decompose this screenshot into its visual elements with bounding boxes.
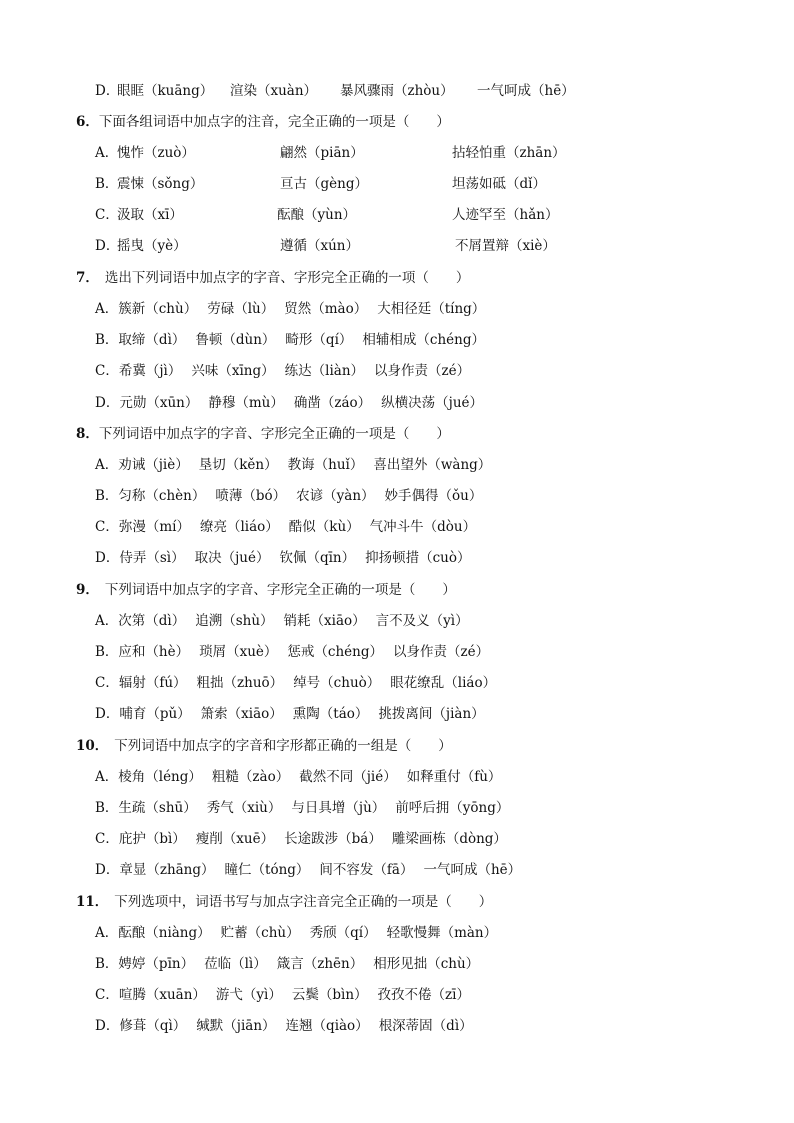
option-word: 游弋（yì） [215, 987, 282, 1003]
q7-option-c [95, 361, 470, 381]
question-stem: 下列词语中加点字的字音和字形都正确的一组是（ ） [114, 738, 452, 754]
option-word: 畸形（qí） [285, 332, 353, 348]
option-letter: C． [95, 363, 119, 379]
option-word: 弥漫（mí） [118, 519, 190, 535]
option-word: 缄默（jiān） [196, 1018, 276, 1034]
option-letter: A． [95, 457, 119, 473]
option-word: 劝诫（jiè） [118, 457, 189, 473]
q10-option-d [95, 860, 521, 880]
option-word: 与日具增（jù） [291, 800, 386, 816]
option-letter: A． [95, 925, 119, 941]
option-word: 酷似（kù） [288, 519, 360, 535]
option-letter: A． [95, 301, 119, 317]
option-word: 相辅相成（chéng） [362, 332, 485, 348]
option-word: 汲取（xī） [117, 207, 183, 223]
option-word: 翩然（piān） [280, 145, 364, 161]
option-word: 绰号（chuò） [293, 675, 381, 691]
option-word: 秀颀（qí） [309, 925, 377, 941]
q9-option-a [95, 611, 469, 631]
q7-option-a [95, 299, 485, 319]
question-number: 10． [76, 738, 109, 754]
q10-option-c [95, 829, 507, 849]
q10-option-a [95, 767, 501, 787]
option-word: 农谚（yàn） [296, 488, 375, 504]
option-word: 侍弄（sì） [119, 550, 185, 566]
option-word: 生疏（shū） [118, 800, 197, 816]
option-word: 应和（hè） [118, 644, 190, 660]
option-letter: A． [95, 613, 119, 629]
option-word: 摇曳（yè） [117, 238, 187, 254]
question-number: 6． [76, 114, 99, 130]
option-letter: B． [95, 956, 119, 972]
question-number: 7． [76, 270, 99, 286]
option-letter: D． [95, 862, 120, 878]
q7-option-b [95, 330, 485, 350]
option-word: 瘦削（xuē） [195, 831, 275, 847]
option-word: 箫索（xiāo） [200, 706, 283, 722]
option-word: 确凿（záo） [293, 395, 372, 411]
question-6 [76, 112, 450, 132]
question-stem: 下列词语中加点字的字音、字形完全正确的一项是（ ） [98, 426, 450, 442]
option-word: 簇新（chù） [118, 301, 198, 317]
option-word: 遵循（xún） [280, 238, 360, 254]
option-letter: B． [95, 176, 119, 192]
option-word: 取缔（dì） [118, 332, 186, 348]
option-word: 相形见拙（chù） [373, 956, 480, 972]
option-word: 连翘（qiào） [285, 1018, 369, 1034]
option-word: 兴味（xīng） [191, 363, 275, 379]
question-stem: 下面各组词语中加点字的注音，完全正确的一项是（ ） [98, 114, 450, 130]
question-stem: 选出下列词语中加点字的字音、字形完全正确的一项（ ） [104, 270, 470, 286]
question-number: 8． [76, 426, 99, 442]
option-letter: C． [95, 987, 119, 1003]
q7-option-d [95, 393, 483, 413]
q9-option-c [95, 673, 496, 693]
option-word: 秀气（xiù） [206, 800, 282, 816]
question-9 [76, 580, 456, 600]
option-word: 拈轻怕重（zhān） [452, 145, 566, 161]
q11-option-c [95, 985, 470, 1005]
option-word: 挑拨离间（jiàn） [378, 706, 485, 722]
option-word: 喜出望外（wàng） [373, 457, 492, 473]
option-word: 贸然（mào） [284, 301, 368, 317]
option-letter: D． [95, 83, 120, 99]
option-word: 喷薄（bó） [215, 488, 287, 504]
question-11 [76, 892, 492, 912]
option-letter: D． [95, 706, 120, 722]
option-word: 坦荡如砥（dǐ） [452, 176, 546, 192]
option-word: 瞳仁（tóng） [224, 862, 310, 878]
option-word: 劳碌（lù） [207, 301, 275, 317]
option-word: 追溯（shù） [195, 613, 274, 629]
q10-option-b [95, 798, 509, 818]
option-word: 次第（dì） [118, 613, 186, 629]
option-word: 以身作责（zé） [393, 644, 490, 660]
option-word: 贮蓄（chù） [220, 925, 300, 941]
option-word: 长途跋涉（bá） [284, 831, 382, 847]
q9-option-b [95, 642, 489, 662]
option-word: 熏陶（táo） [292, 706, 369, 722]
option-word: 根深蒂固（dì） [378, 1018, 473, 1034]
option-word: 棱角（léng） [118, 769, 202, 785]
option-word: 愧怍（zuò） [117, 145, 195, 161]
option-word: 惩戒（chéng） [287, 644, 384, 660]
question-7 [76, 268, 469, 288]
option-word: 纵横决荡（jué） [381, 395, 484, 411]
option-word: 粗糙（zào） [211, 769, 290, 785]
option-word: 喧腾（xuān） [118, 987, 206, 1003]
question-stem: 下列词语中加点字的字音、字形完全正确的一项是（ ） [104, 582, 456, 598]
option-word: 如释重付（fù） [406, 769, 502, 785]
option-word: 垦切（kěn） [198, 457, 278, 473]
option-letter: C． [95, 831, 119, 847]
option-letter: B． [95, 488, 119, 504]
q8-option-a [95, 455, 491, 475]
option-word: 修葺（qì） [119, 1018, 187, 1034]
option-word: 以身作责（zé） [374, 363, 471, 379]
q9-option-d [95, 704, 485, 724]
option-word: 截然不同（jié） [299, 769, 397, 785]
option-letter: D． [95, 238, 120, 254]
option-word: 气冲斗牛（dòu） [369, 519, 477, 535]
option-word: 哺育（pǔ） [119, 706, 191, 722]
option-letter: B． [95, 644, 119, 660]
q11-option-a [95, 923, 497, 943]
option-word: 静穆（mù） [208, 395, 284, 411]
option-word: 酝酿（niàng） [118, 925, 211, 941]
question-stem: 下列选项中，词语书写与加点字注音完全正确的一项是（ ） [114, 894, 493, 910]
option-word: 眼眶（kuāng） [117, 83, 214, 99]
option-word: 销耗（xiāo） [283, 613, 366, 629]
option-letter: A． [95, 769, 119, 785]
option-letter: B． [95, 332, 119, 348]
question-8 [76, 424, 450, 444]
option-word: 钦佩（qīn） [279, 550, 356, 566]
option-word: 琐屑（xuè） [199, 644, 278, 660]
option-letter: C． [95, 519, 119, 535]
option-word: 大相径廷（tíng） [377, 301, 486, 317]
question-10 [76, 736, 452, 756]
option-word: 云鬓（bìn） [291, 987, 368, 1003]
option-word: 匀称（chèn） [118, 488, 206, 504]
option-word: 眼花缭乱（liáo） [390, 675, 497, 691]
option-word: 孜孜不倦（zī） [377, 987, 470, 1003]
q8-option-b [95, 486, 482, 506]
question-number: 9． [76, 582, 99, 598]
option-word: 娉婷（pīn） [118, 956, 195, 972]
q11-option-b [95, 954, 479, 974]
option-word: 希冀（jì） [118, 363, 182, 379]
option-word: 暴风骤雨（zhòu） [340, 83, 454, 99]
option-word: 辐射（fú） [118, 675, 187, 691]
q8-option-c [95, 517, 476, 537]
option-word: 粗拙（zhuō） [196, 675, 284, 691]
option-word: 妙手偶得（ǒu） [384, 488, 483, 504]
option-word: 前呼后拥（yōng） [395, 800, 510, 816]
option-word: 庇护（bì） [118, 831, 186, 847]
option-word: 渲染（xuàn） [230, 83, 318, 99]
option-word: 一气呵成（hē） [477, 83, 575, 99]
option-word: 箴言（zhēn） [276, 956, 364, 972]
option-letter: A． [95, 145, 119, 161]
option-letter: B． [95, 800, 119, 816]
option-word: 鲁顿（dùn） [195, 332, 276, 348]
option-word: 言不及义（yì） [375, 613, 469, 629]
option-letter: C． [95, 207, 119, 223]
question-number: 11． [76, 894, 109, 910]
option-word: 莅临（lì） [204, 956, 267, 972]
option-word: 震悚（sǒng） [117, 176, 204, 192]
q11-option-d [95, 1016, 473, 1036]
option-letter: C． [95, 675, 119, 691]
option-word: 取决（jué） [194, 550, 270, 566]
option-word: 抑扬顿措（cuò） [365, 550, 471, 566]
option-word: 间不容发（fā） [319, 862, 414, 878]
option-word: 一气呵成（hē） [423, 862, 522, 878]
option-word: 练达（liàn） [284, 363, 365, 379]
option-word: 雕梁画栋（dòng） [391, 831, 507, 847]
option-word: 教诲（huǐ） [287, 457, 364, 473]
option-letter: D． [95, 395, 120, 411]
option-word: 亘古（gèng） [280, 176, 368, 192]
option-word: 轻歌慢舞（màn） [386, 925, 498, 941]
q8-option-d [95, 548, 471, 568]
option-letter: D． [95, 550, 120, 566]
option-word: 人迹罕至（hǎn） [452, 207, 559, 223]
option-word: 章显（zhāng） [119, 862, 215, 878]
option-word: 缭亮（liáo） [199, 519, 279, 535]
option-word: 元勋（xūn） [119, 395, 199, 411]
option-word: 不屑置辩（xiè） [455, 238, 556, 254]
option-letter: D． [95, 1018, 120, 1034]
option-word: 酝酿（yùn） [277, 207, 357, 223]
